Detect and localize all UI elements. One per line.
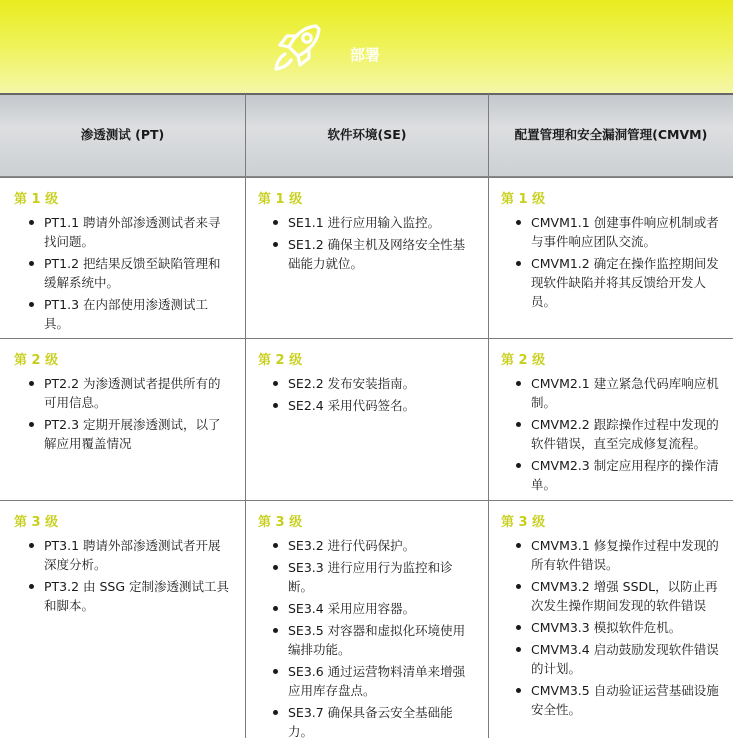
practice-item: PT3.1 聘请外部渗透测试者开展深度分析。 <box>28 536 235 574</box>
practice-item: SE3.6 通过运营物料清单来增强应用库存盘点。 <box>272 662 478 700</box>
practice-item: SE3.3 进行应用行为监控和诊断。 <box>272 558 478 596</box>
level-heading: 第 3 级 <box>501 515 546 530</box>
cell-se-level-1 <box>246 177 489 338</box>
cell-se-level-3 <box>246 500 489 738</box>
level-heading: 第 2 级 <box>14 353 59 368</box>
table-header-row <box>0 93 733 177</box>
practice-list <box>258 374 478 415</box>
practice-table <box>0 93 733 738</box>
table-row-level-3 <box>0 500 733 738</box>
practice-item: CMVM3.2 增强 SSDL，以防止再次发生操作期间发现的软件错误 <box>515 577 723 615</box>
practice-item: CMVM1.2 确定在操作监控期间发现软件缺陷并将其反馈给开发人员。 <box>515 254 723 311</box>
practice-item: SE2.4 采用代码签名。 <box>272 396 478 415</box>
level-heading: 第 2 级 <box>258 353 303 368</box>
practice-item: CMVM3.4 启动鼓励发现软件错误的计划。 <box>515 640 723 678</box>
level-heading: 第 1 级 <box>501 192 546 207</box>
practice-item: PT1.2 把结果反馈至缺陷管理和缓解系统中。 <box>28 254 235 292</box>
level-heading: 第 1 级 <box>258 192 303 207</box>
table-row-level-2 <box>0 338 733 500</box>
practice-list <box>501 536 723 719</box>
practice-item: SE3.5 对容器和虚拟化环境使用编排功能。 <box>272 621 478 659</box>
practice-item: PT1.3 在内部使用渗透测试工具。 <box>28 295 235 333</box>
practice-item: SE3.4 采用应用容器。 <box>272 599 478 618</box>
practice-list <box>258 536 478 738</box>
practice-item: CMVM1.1 创建事件响应机制或者与事件响应团队交流。 <box>515 213 723 251</box>
cell-se-level-2 <box>246 338 489 500</box>
deployment-banner <box>0 0 733 93</box>
cell-cmvm-level-3 <box>489 500 733 738</box>
level-heading: 第 3 级 <box>14 515 59 530</box>
practice-item: CMVM2.2 跟踪操作过程中发现的软件错误，直至完成修复流程。 <box>515 415 723 453</box>
practice-item: SE3.2 进行代码保护。 <box>272 536 478 555</box>
practice-list <box>14 374 235 453</box>
cell-pt-level-1 <box>0 177 246 338</box>
practice-item: PT2.2 为渗透测试者提供所有的可用信息。 <box>28 374 235 412</box>
header-pt: 渗透测试 (PT) <box>0 93 246 177</box>
cell-cmvm-level-2 <box>489 338 733 500</box>
practice-item: PT3.2 由 SSG 定制渗透测试工具和脚本。 <box>28 577 235 615</box>
page-title: 部署 <box>350 46 381 64</box>
practice-item: CMVM3.3 模拟软件危机。 <box>515 618 723 637</box>
practice-list <box>14 213 235 333</box>
level-heading: 第 3 级 <box>258 515 303 530</box>
cell-pt-level-3 <box>0 500 246 738</box>
table-row-level-1 <box>0 177 733 338</box>
cell-pt-level-2 <box>0 338 246 500</box>
practice-item: SE1.1 进行应用输入监控。 <box>272 213 478 232</box>
practice-item: PT2.3 定期开展渗透测试，以了解应用覆盖情况 <box>28 415 235 453</box>
cell-cmvm-level-1 <box>489 177 733 338</box>
practice-item: CMVM2.3 制定应用程序的操作清单。 <box>515 456 723 494</box>
header-se: 软件环境(SE) <box>246 93 489 177</box>
practice-item: CMVM2.1 建立紧急代码库响应机制。 <box>515 374 723 412</box>
practice-item: SE3.7 确保具备云安全基础能力。 <box>272 703 478 738</box>
header-cmvm: 配置管理和安全漏洞管理(CMVM) <box>489 93 733 177</box>
level-heading: 第 2 级 <box>501 353 546 368</box>
practice-list <box>501 374 723 494</box>
level-heading: 第 1 级 <box>14 192 59 207</box>
practice-item: SE1.2 确保主机及网络安全性基础能力就位。 <box>272 235 478 273</box>
practice-item: CMVM3.5 自动验证运营基础设施安全性。 <box>515 681 723 719</box>
practice-list <box>14 536 235 615</box>
practice-item: PT1.1 聘请外部渗透测试者来寻找问题。 <box>28 213 235 251</box>
rocket-icon <box>268 17 328 77</box>
practice-item: SE2.2 发布安装指南。 <box>272 374 478 393</box>
practice-item: CMVM3.1 修复操作过程中发现的所有软件错误。 <box>515 536 723 574</box>
practice-list <box>501 213 723 311</box>
practice-list <box>258 213 478 273</box>
